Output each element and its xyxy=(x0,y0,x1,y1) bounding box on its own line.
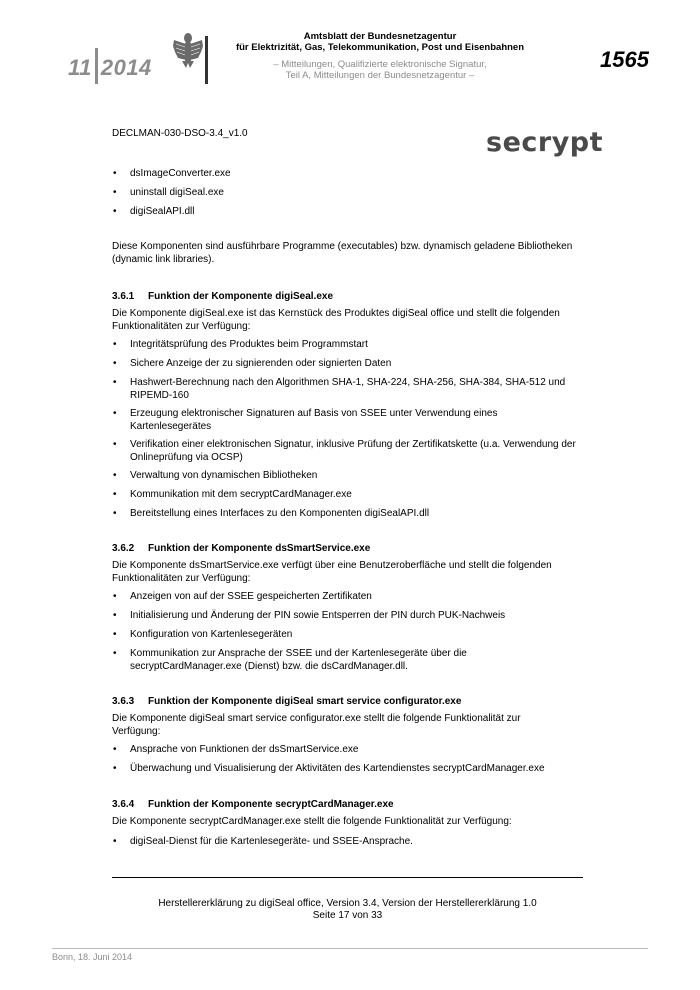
issue-label xyxy=(68,48,152,84)
bullet-icon: • xyxy=(113,836,117,847)
header-title-line1: Amtsblatt der Bundesnetzagentur xyxy=(303,31,457,42)
section-title: Funktion der Komponente digiSeal.exe xyxy=(148,291,334,302)
section-heading xyxy=(112,291,333,302)
bullet-icon: • xyxy=(113,763,117,774)
header-title-line2: für Elektrizität, Gas, Telekommunikation, Post und Eisenbahnen xyxy=(235,42,525,53)
bullet-icon: • xyxy=(113,206,117,217)
list-item: Verifikation einer elektronischen Signatur, inklusive Prüfung der Zertifikatskette (u.a. Verwendung der Onlineprüfung via OCSP) xyxy=(130,439,576,463)
page-number: 1565 xyxy=(600,47,649,72)
header-title-block xyxy=(230,31,530,81)
section-number: 3.6.4 xyxy=(112,799,135,810)
bullet-icon: • xyxy=(113,168,117,179)
bullet-icon: • xyxy=(113,489,117,500)
section-heading xyxy=(112,799,394,810)
section-number: 3.6.1 xyxy=(112,291,135,302)
list-item: uninstall digiSeal.exe xyxy=(130,187,224,198)
header-divider xyxy=(205,36,208,84)
document-reference: DECLMAN-030-DSO-3.4_v1.0 xyxy=(112,128,248,139)
section-paragraph: Die Komponente digiSeal smart service configurator.exe stellt die folgende Funktionalität zur Verfügung: xyxy=(112,713,521,737)
list-item: Initialisierung und Änderung der PIN sowie Entsperren der PIN durch PUK-Nachweis xyxy=(130,610,506,621)
bottom-divider xyxy=(52,948,648,949)
intro-paragraph: Diese Komponenten sind ausführbare Programme (executables) bzw. dynamisch geladene Bibliotheken (dynamic link libraries). xyxy=(112,241,573,265)
section-title: Funktion der Komponente secryptCardManager.exe xyxy=(148,799,394,810)
section-number: 3.6.2 xyxy=(112,543,135,554)
list-item: digiSeal-Dienst für die Kartenlesegeräte- und SSEE-Ansprache. xyxy=(130,836,413,847)
bullet-icon: • xyxy=(113,377,117,388)
section-number: 3.6.3 xyxy=(112,696,135,707)
footer-line1: Herstellererklärung zu digiSeal office, Version 3.4, Version der Herstellererklärung 1.0 xyxy=(158,898,537,909)
list-item: dsImageConverter.exe xyxy=(130,168,231,179)
section-paragraph: Die Komponente dsSmartService.exe verfügt über eine Benutzeroberfläche und stellt die folgenden Funktionalitäten zur Verfügung: xyxy=(112,560,552,584)
list-item: Bereitstellung eines Interfaces zu den Komponenten digiSealAPI.dll xyxy=(130,508,430,519)
list-item: Erzeugung elektronischer Signaturen auf Basis von SSEE unter Verwendung eines Kartenlesegerätes xyxy=(130,408,498,432)
section-title: Funktion der Komponente dsSmartService.exe xyxy=(148,543,371,554)
bullet-icon: • xyxy=(113,744,117,755)
list-item: Überwachung und Visualisierung der Aktivitäten des Kartendienstes secryptCardManager.exe xyxy=(130,763,545,774)
issue-year: 2014 xyxy=(100,55,152,80)
bullet-icon: • xyxy=(113,439,117,450)
list-item: Verwaltung von dynamischen Bibliotheken xyxy=(130,470,318,481)
bullet-icon: • xyxy=(113,610,117,621)
list-item: Hashwert-Berechnung nach den Algorithmen SHA-1, SHA-224, SHA-256, SHA-384, SHA-512 und RIPEMD-160 xyxy=(130,377,566,401)
bullet-icon: • xyxy=(113,470,117,481)
section-paragraph: Die Komponente secryptCardManager.exe stellt die folgende Funktionalität zur Verfügung: xyxy=(112,816,512,827)
secrypt-logo: secrypt xyxy=(486,127,604,158)
list-item: Anzeigen von auf der SSEE gespeicherten Zertifikaten xyxy=(130,591,372,602)
issue-separator xyxy=(95,48,98,84)
list-item: Kommunikation mit dem secryptCardManager.exe xyxy=(130,489,352,500)
bullet-icon: • xyxy=(113,339,117,350)
bullet-icon: • xyxy=(113,648,117,659)
list-item: Kommunikation zur Ansprache der SSEE und der Kartenlesegeräte über die secryptCardManager.exe (Dienst) bzw. die dsCardManager.dll. xyxy=(130,648,467,672)
list-item: Ansprache von Funktionen der dsSmartService.exe xyxy=(130,744,359,755)
publication-date: Bonn, 18. Juni 2014 xyxy=(52,952,133,962)
issue-number: 11 xyxy=(68,55,92,80)
bullet-icon: • xyxy=(113,629,117,640)
bullet-icon: • xyxy=(113,591,117,602)
bullet-icon: • xyxy=(113,508,117,519)
list-item: Integritätsprüfung des Produktes beim Programmstart xyxy=(130,339,368,350)
list-item: digiSealAPI.dll xyxy=(130,206,195,217)
section-paragraph: Die Komponente digiSeal.exe ist das Kernstück des Produktes digiSeal office und stellt die folgenden Funktionalitäten zur Verfügung: xyxy=(112,308,560,332)
footer xyxy=(112,898,583,922)
section-heading xyxy=(112,543,370,554)
footer-page-info: Seite 17 von 33 xyxy=(312,910,383,921)
header-subtitle-line2: Teil A, Mitteilungen der Bundesnetzagentur – xyxy=(285,70,475,81)
bullet-icon: • xyxy=(113,358,117,369)
section-heading xyxy=(112,696,461,707)
section-title: Funktion der Komponente digiSeal smart service configurator.exe xyxy=(148,696,462,707)
bullet-icon: • xyxy=(113,187,117,198)
bullet-icon: • xyxy=(113,408,117,419)
list-item: Konfiguration von Kartenlesegeräten xyxy=(130,629,293,640)
header-subtitle-line1: – Mitteilungen, Qualifizierte elektronische Signatur, xyxy=(273,59,487,70)
federal-eagle-icon xyxy=(172,30,204,70)
list-item: Sichere Anzeige der zu signierenden oder signierten Daten xyxy=(130,358,392,369)
footer-divider xyxy=(112,877,583,878)
